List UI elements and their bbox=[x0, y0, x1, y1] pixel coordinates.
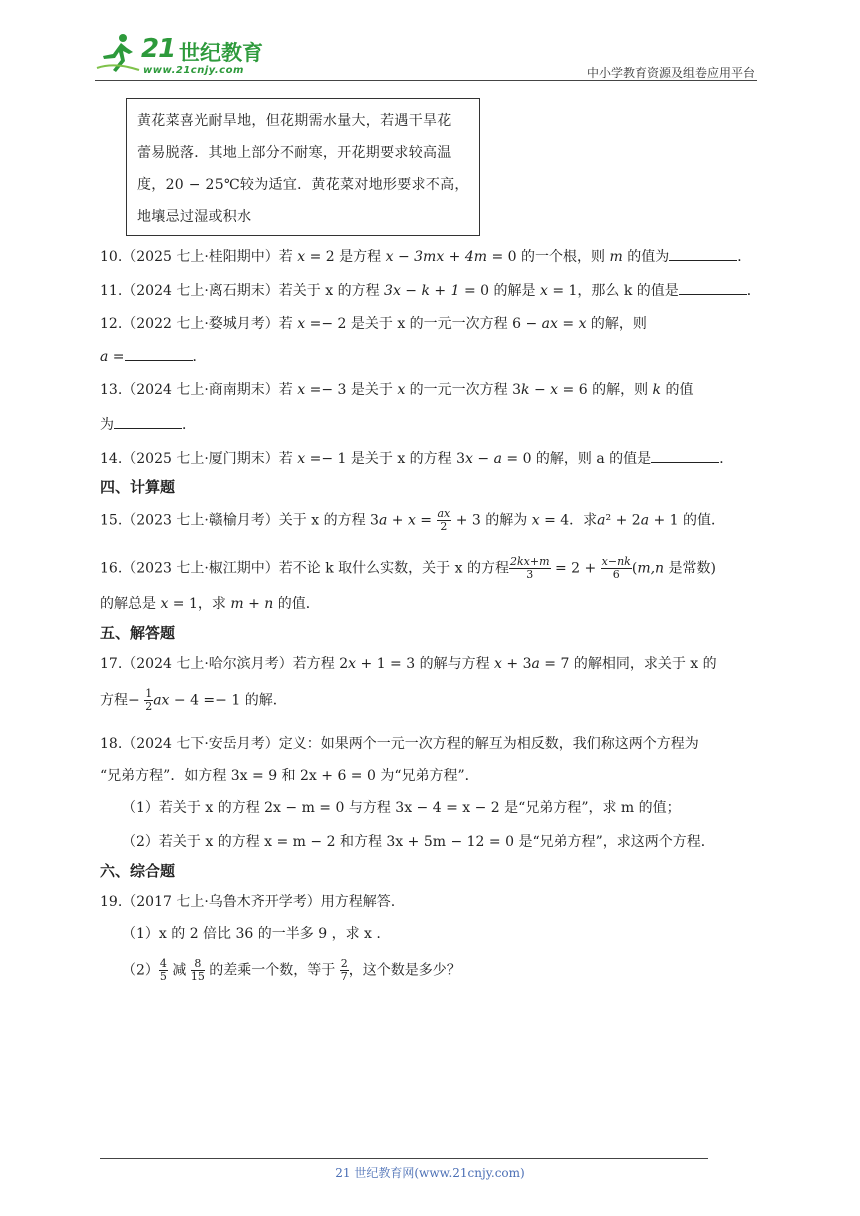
question-18-part2: （2）若关于 x 的方程 x = m − 2 和方程 3x + 5m − 12 = 0 是“兄弟方程”，求这两个方程． bbox=[122, 834, 715, 850]
question-19: 19.（2017 七上·乌鲁木齐开学考）用方程解答. bbox=[100, 894, 396, 910]
question-12: 12.（2022 七上·婺城月考）若 x =− 2 是关于 x 的一元一次方程 6 − ax = x 的解，则 bbox=[100, 316, 647, 332]
answer-blank[interactable] bbox=[125, 346, 193, 361]
logo-url: www.21cnjy.com bbox=[143, 65, 244, 76]
fraction: $\frac{1}{2}$ bbox=[145, 687, 153, 713]
question-15: 15.（2023 七上·赣榆月考）关于 x 的方程 3a + x = $\frac{ax}{2}$ + 3 的解为 x = 4．求a² + 2a + 1 的值． bbox=[100, 507, 726, 533]
header-divider bbox=[95, 80, 757, 81]
answer-blank[interactable] bbox=[114, 414, 182, 429]
question-18-part1: （1）若关于 x 的方程 2x − m = 0 与方程 3x − 4 = x − 2 是“兄弟方程”，求 m 的值； bbox=[122, 800, 681, 816]
passage-line: 度，20 − 25℃较为适宜．黄花菜对地形要求不高， bbox=[137, 177, 469, 193]
question-17-line2: 方程− $\frac{1}{2}$ ax − 4 =− 1 的解． bbox=[100, 687, 287, 713]
fraction: $\frac{x-nk}{6}$ bbox=[601, 555, 631, 581]
logo-name: 世纪教育 bbox=[179, 41, 263, 65]
fraction: $\frac{8}{15}$ bbox=[190, 957, 205, 983]
question-17: 17.（2024 七上·哈尔滨月考）若方程 2x + 1 = 3 的解与方程 x + 3a = 7 的解相同，求关于 x 的 bbox=[100, 656, 717, 672]
passage-line: 地壤忌过湿或积水 bbox=[137, 209, 252, 225]
site-logo bbox=[95, 28, 265, 80]
header-slogan: 中小学教育资源及组卷应用平台 bbox=[586, 66, 755, 80]
fraction: $\frac{2kx+m}{3}$ bbox=[509, 555, 550, 581]
fraction: $\frac{4}{5}$ bbox=[159, 957, 167, 983]
question-12-line2: a = ． bbox=[100, 346, 207, 367]
reading-passage-box bbox=[126, 98, 480, 236]
logo-number: 21 bbox=[141, 34, 176, 64]
question-19-part2: （2） $\frac{4}{5}$ 减 $\frac{8}{15}$ 的差乘一个数，等于 $\frac{2}{7}$ ，这个数是多少？ bbox=[122, 957, 461, 983]
section-heading-comprehensive: 六、综合题 bbox=[100, 862, 176, 880]
footer-link[interactable]: 21 世纪教育网(www.21cnjy.com) bbox=[335, 1166, 525, 1180]
runner-logo-icon bbox=[95, 32, 141, 76]
question-19-part1: （1）x 的 2 倍比 36 的一半多 9 ，求 x . bbox=[122, 926, 381, 942]
answer-blank[interactable] bbox=[669, 246, 737, 261]
answer-blank[interactable] bbox=[679, 280, 747, 295]
question-11: 11.（2024 七上·离石期末）若关于 x 的方程 3x − k + 1 = 0 的解是 x = 1，那么 k 的值是 ． bbox=[100, 280, 761, 301]
answer-blank[interactable] bbox=[651, 448, 719, 463]
section-heading-calculation: 四、计算题 bbox=[100, 478, 176, 496]
fraction: $\frac{ax}{2}$ bbox=[437, 507, 451, 533]
footer-divider bbox=[100, 1158, 708, 1159]
question-14: 14.（2025 七上·厦门期末）若 x =− 1 是关于 x 的方程 3x − a = 0 的解，则 a 的值是 ． bbox=[100, 448, 733, 469]
question-16: 16.（2023 七上·椒江期中）若不论 k 取什么实数，关于 x 的方程 $\frac{2kx+m}{3}$ = 2 + $\frac{x-nk}{6}$ (m,n 是常数) bbox=[100, 555, 716, 581]
page-header bbox=[95, 28, 757, 80]
fraction: $\frac{2}{7}$ bbox=[340, 957, 348, 983]
passage-line: 黄花菜喜光耐旱地，但花期需水量大，若遇干旱花 bbox=[137, 113, 452, 129]
question-16-line2: 的解总是 x = 1，求 m + n 的值． bbox=[100, 596, 320, 612]
question-10: 10.（2025 七上·桂阳期中）若 x = 2 是方程 x − 3mx + 4m = 0 的一个根，则 m 的值为 ． bbox=[100, 246, 751, 267]
question-18: 18.（2024 七下·安岳月考）定义：如果两个一元一次方程的解互为相反数，我们称这两个方程为 bbox=[100, 736, 699, 752]
question-13-line2: 为 ． bbox=[100, 414, 196, 435]
question-18-line2: “兄弟方程”．如方程 3x = 9 和 2x + 6 = 0 为“兄弟方程”． bbox=[100, 768, 479, 784]
section-heading-solve: 五、解答题 bbox=[100, 624, 176, 642]
question-13: 13.（2024 七上·商南期末）若 x =− 3 是关于 x 的一元一次方程 3k − x = 6 的解，则 k 的值 bbox=[100, 382, 694, 398]
passage-line: 蕾易脱落．其地上部分不耐寒，开花期要求较高温 bbox=[137, 145, 452, 161]
